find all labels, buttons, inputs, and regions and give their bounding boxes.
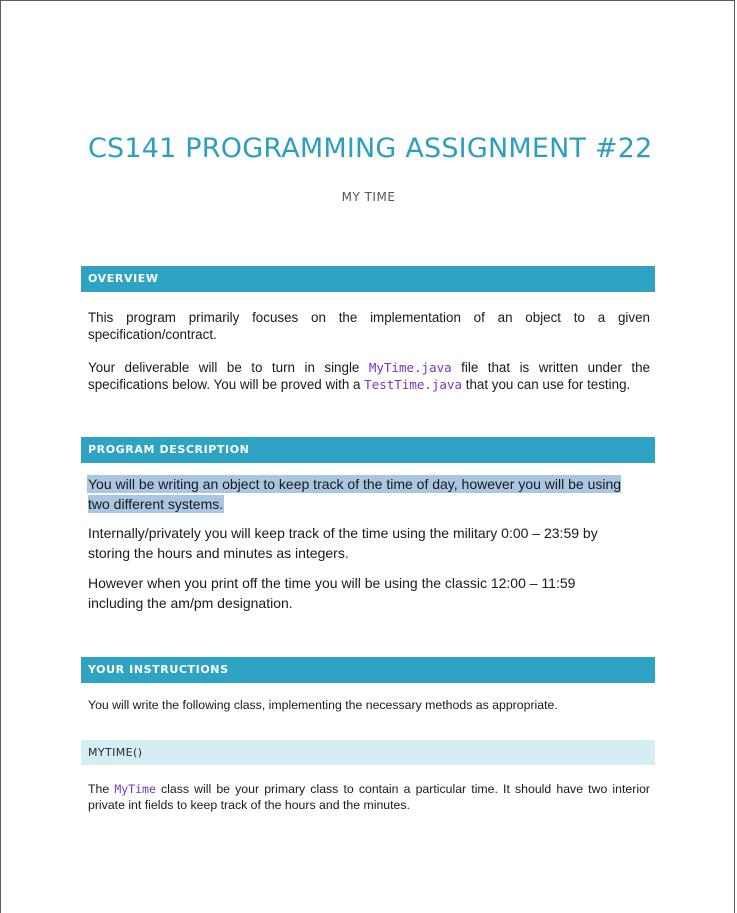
document-title: CS141 PROGRAMMING ASSIGNMENT #22 [88,133,653,164]
overview-paragraph-1: This program primarily focuses on the implementation of an object to a given specification/contract. [88,310,650,342]
code-mytime-java: MyTime.java [368,360,452,375]
overview-p2-text-start: Your deliverable will be to turn in single [88,360,369,375]
selected-text[interactable]: You will be writing an object to keep track of the time of day, however you will be using two different systems. [88,476,622,512]
overview-p2-text-end: that you can use for testing. [462,377,631,392]
overview-paragraph-2 [88,359,650,393]
description-paragraph-3: However when you print off the time you will be using the classic 12:00 – 11:59 including the am/pm designation. [88,575,576,611]
subheading-mytime: MYTIME() [81,740,655,765]
code-testtime-java: TestTime.java [364,377,463,392]
instructions-paragraph-1: You will write the following class, implementing the necessary methods as appropriate. [88,698,558,712]
code-mytime: MyTime [114,782,156,796]
description-paragraph-2: Internally/privately you will keep track of the time using the military 0:00 – 23:59 by storing the hours and minutes as integers. [88,525,598,561]
overview-p2-text-middle: file that is written under the specifications below. You will be proved with a [88,360,650,392]
section-heading-overview: OVERVIEW [81,266,655,292]
description-paragraph-1[interactable] [88,475,641,514]
instructions-p2-text-end: class will be your primary class to contain a particular time. It should have two interior private int fields to keep track of the hours and the minutes. [88,782,651,812]
section-heading-program-description: PROGRAM DESCRIPTION [81,437,655,463]
section-heading-your-instructions: YOUR INSTRUCTIONS [81,657,655,683]
instructions-p2-text-start: The [88,782,115,796]
document-subtitle: MY TIME [341,190,396,204]
instructions-paragraph-2 [88,781,650,813]
